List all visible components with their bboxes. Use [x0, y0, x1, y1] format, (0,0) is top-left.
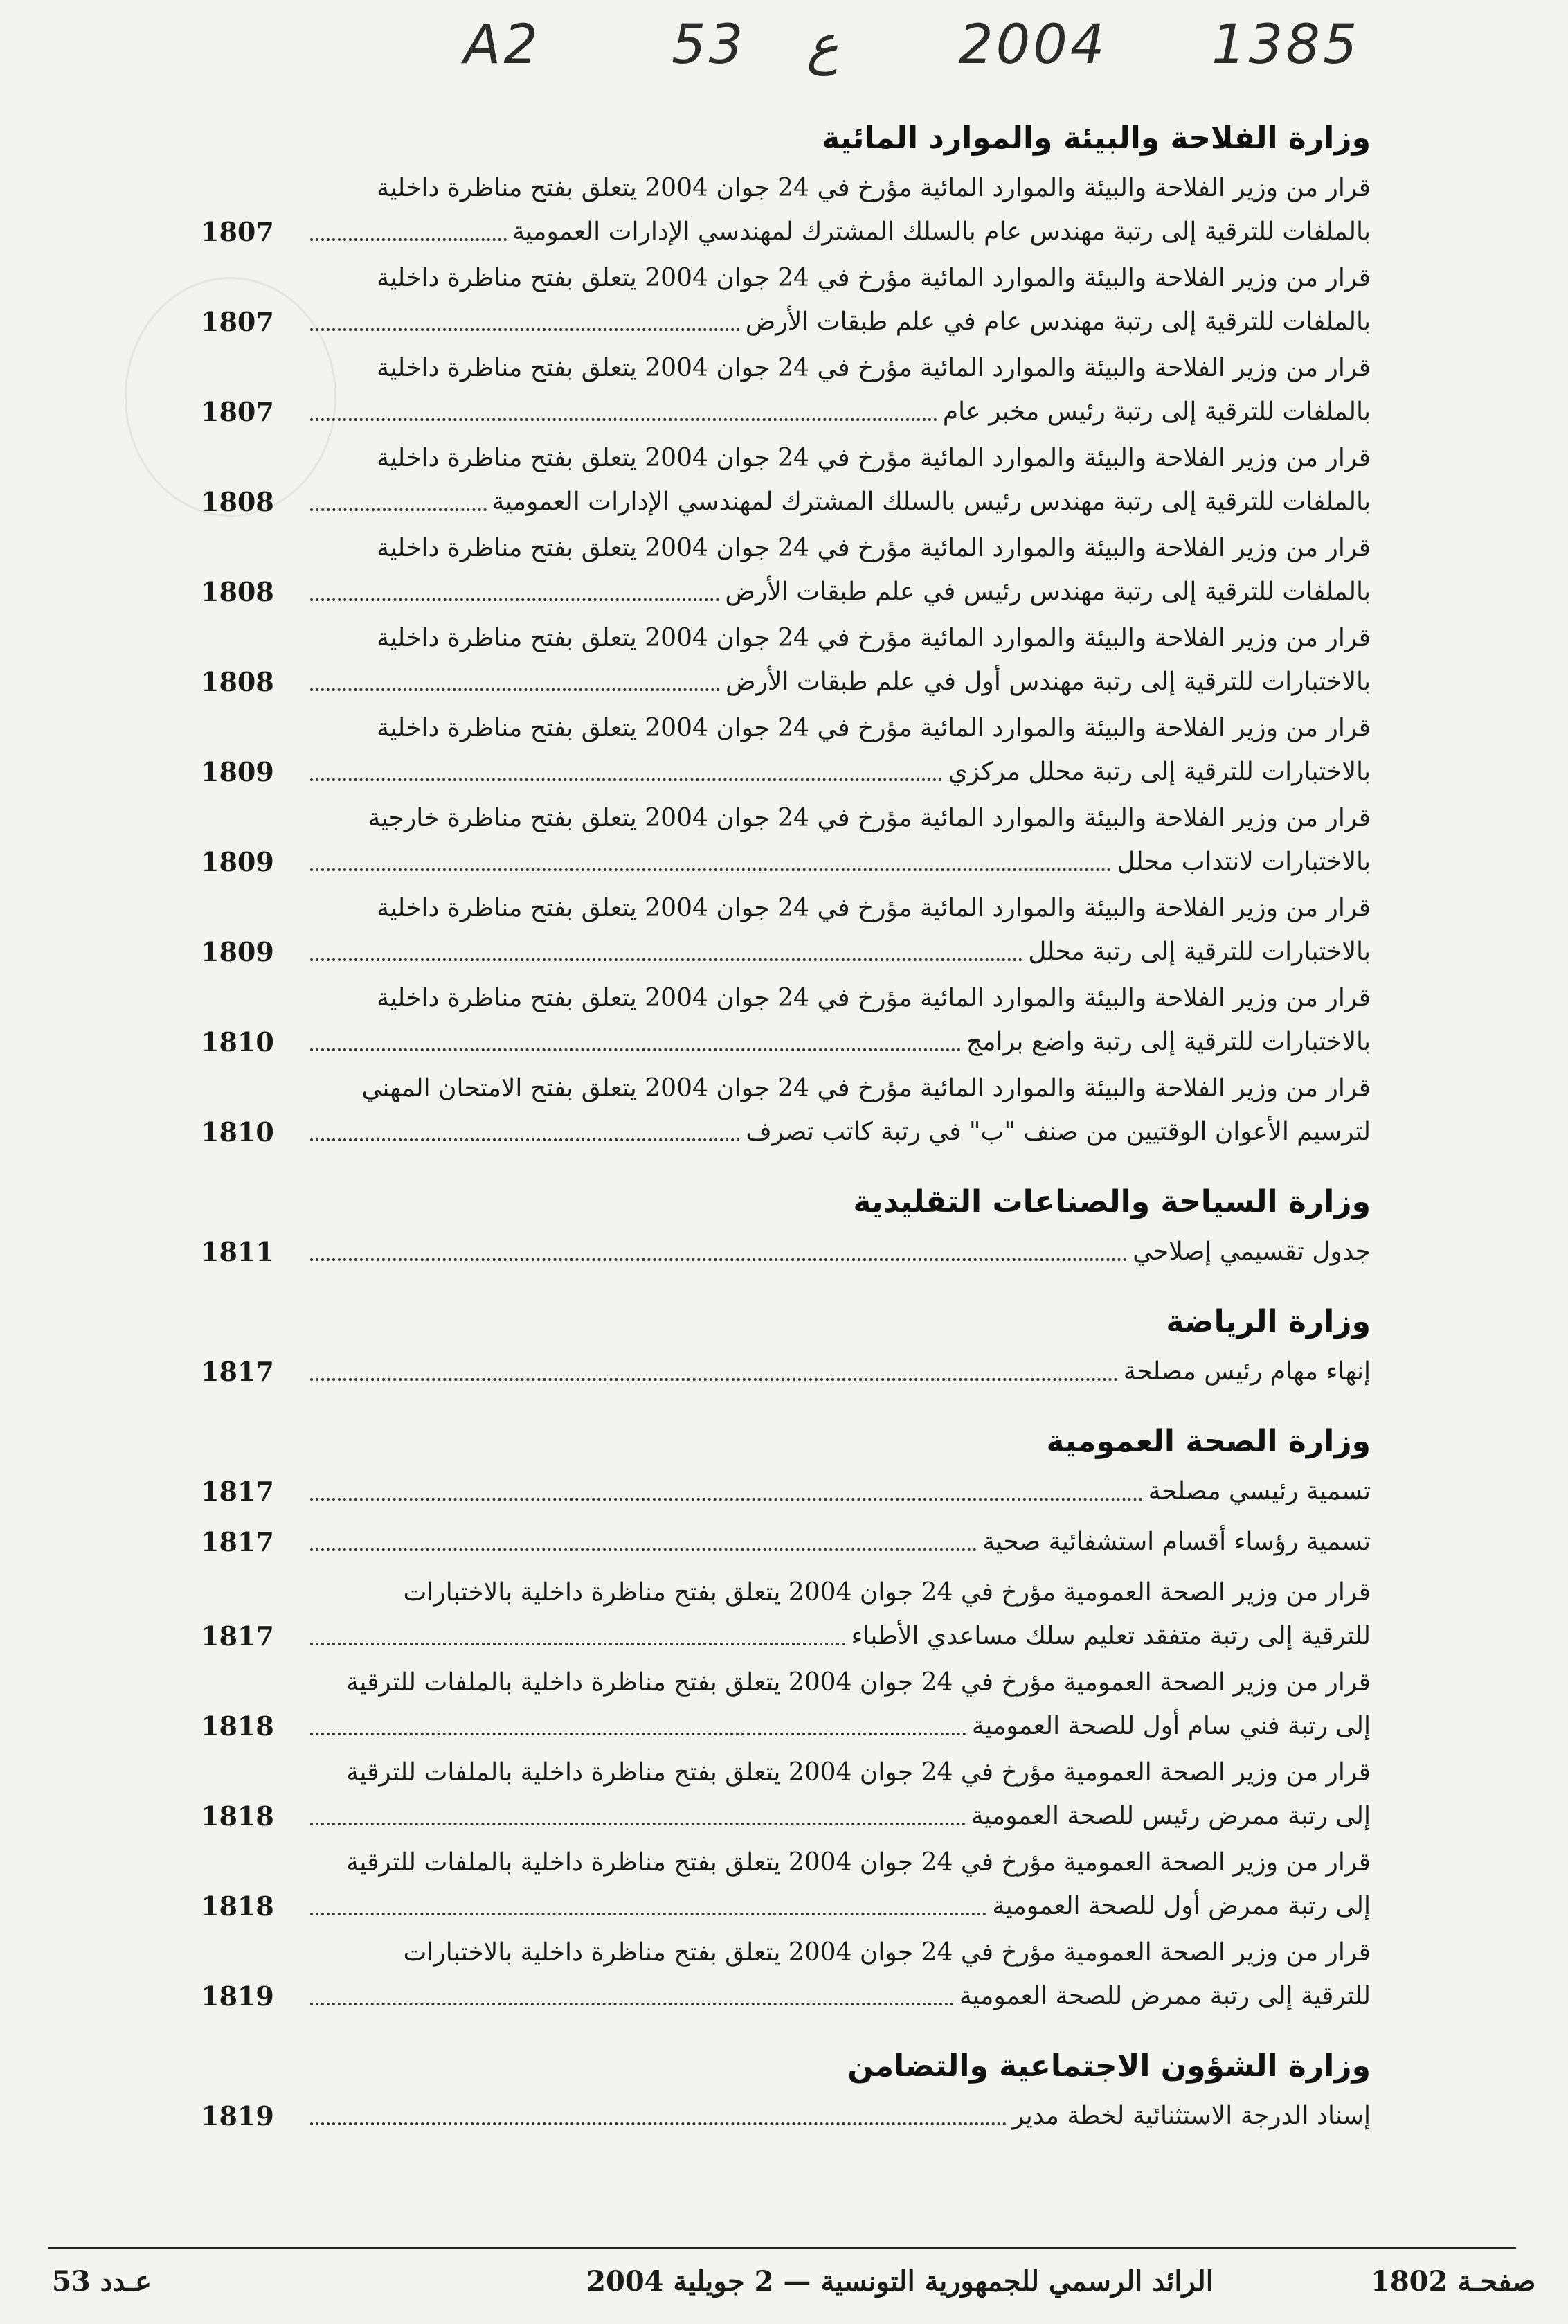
entry-page-number: 1809 [201, 756, 274, 787]
entry-page-number: 1810 [201, 1116, 274, 1147]
entry-page-number: 1817 [201, 1356, 274, 1387]
dot-leader [310, 210, 507, 241]
toc-entry[interactable] [194, 886, 1371, 974]
entry-text-line2: بالملفات للترقية إلى رتبة مهندس عام بالسلك المشترك لمهندسي الإدارات العمومية [512, 217, 1371, 246]
entry-text-line1: قرار من وزير الصحة العمومية مؤرخ في 24 جوان 2004 يتعلق بفتح مناظرة داخلية بالملفات للترقية [346, 1848, 1371, 1877]
entry-page-number: 1807 [201, 306, 274, 337]
table-of-contents [194, 111, 1371, 2145]
toc-entry[interactable] [194, 1571, 1371, 1658]
entry-text-line1: قرار من وزير الفلاحة والبيئة والموارد المائية مؤرخ في 24 جوان 2004 يتعلق بفتح مناظرة داخلية [377, 534, 1371, 562]
entry-text-line2: بالاختبارات للترقية إلى رتبة واضع برامج [966, 1028, 1371, 1056]
toc-entry[interactable] [194, 526, 1371, 614]
entry-page-number: 1808 [201, 576, 274, 607]
dot-leader [310, 840, 1111, 871]
entry-text: تسمية رئيسي مصلحة [1148, 1477, 1371, 1505]
toc-entry[interactable] [194, 346, 1371, 433]
entry-text-line2: إلى رتبة ممرض رئيس للصحة العمومية [971, 1802, 1371, 1830]
entry-text-line2: إلى رتبة فني سام أول للصحة العمومية [971, 1712, 1371, 1740]
section-title-social-affairs: وزارة الشؤون الاجتماعية والتضامن [847, 2048, 1371, 2084]
entry-text-line1: قرار من وزير الفلاحة والبيئة والموارد المائية مؤرخ في 24 جوان 2004 يتعلق بفتح مناظرة داخلية [377, 714, 1371, 742]
entry-page-number: 1817 [201, 1620, 274, 1652]
entry-page-number: 1807 [201, 216, 274, 247]
footer-issue-number: عـدد 53 [52, 2265, 152, 2298]
handwritten-issue-number: 53 [672, 14, 746, 76]
toc-entry[interactable] [194, 436, 1371, 524]
dot-leader [310, 660, 720, 691]
entry-text-line2: بالملفات للترقية إلى رتبة رئيس مخبر عام [942, 397, 1371, 426]
handwritten-letter: ع [806, 14, 839, 76]
section-title-tourism: وزارة السياحة والصناعات التقليدية [853, 1184, 1371, 1219]
dot-leader [310, 1884, 986, 1915]
dot-leader [310, 480, 487, 511]
entry-text-line1: قرار من وزير الفلاحة والبيئة والموارد المائية مؤرخ في 24 جوان 2004 يتعلق بفتح مناظرة داخلية [377, 354, 1371, 382]
entry-text-line1: قرار من وزير الصحة العمومية مؤرخ في 24 جوان 2004 يتعلق بفتح مناظرة داخلية بالاختبارات [403, 1938, 1371, 1967]
entry-page-number: 1819 [201, 2100, 274, 2131]
dot-leader [310, 300, 740, 331]
entry-text-line2: بالاختبارات للترقية إلى رتبة محلل مركزي [948, 758, 1371, 786]
dot-leader [310, 750, 942, 781]
entry-text-line2: بالملفات للترقية إلى رتبة مهندس رئيس بالسلك المشترك لمهندسي الإدارات العمومية [492, 488, 1371, 516]
entry-page-number: 1810 [201, 1026, 274, 1057]
entry-text: جدول تقسيمي إصلاحي [1133, 1237, 1371, 1266]
entry-text-line1: قرار من وزير الصحة العمومية مؤرخ في 24 جوان 2004 يتعلق بفتح مناظرة داخلية بالاختبارات [403, 1578, 1371, 1607]
section-title-sports: وزارة الرياضة [1166, 1304, 1371, 1339]
footer-page-number: صفحـة 1802 [1371, 2265, 1536, 2298]
dot-leader [310, 390, 937, 421]
toc-entry[interactable] [194, 1751, 1371, 1838]
dot-leader [310, 1020, 961, 1051]
toc-entry[interactable] [194, 2094, 1371, 2138]
section-title-public-health: وزارة الصحة العمومية [1046, 1424, 1371, 1459]
entry-page-number: 1808 [201, 486, 274, 517]
entry-text-line2: إلى رتبة ممرض أول للصحة العمومية [992, 1892, 1371, 1920]
entry-text-line1: قرار من وزير الفلاحة والبيئة والموارد المائية مؤرخ في 24 جوان 2004 يتعلق بفتح مناظرة داخلية [377, 174, 1371, 202]
entry-page-number: 1809 [201, 936, 274, 967]
handwritten-year: 2004 [959, 14, 1108, 76]
entry-text-line2: بالملفات للترقية إلى رتبة مهندس عام في علم طبقات الأرض [745, 307, 1371, 336]
entry-text-line1: قرار من وزير الفلاحة والبيئة والموارد المائية مؤرخ في 24 جوان 2004 يتعلق بفتح مناظرة داخلية [377, 624, 1371, 652]
entry-text-line2: بالاختبارات لانتداب محلل [1117, 848, 1371, 876]
toc-entry[interactable] [194, 706, 1371, 794]
dot-leader [310, 1520, 977, 1551]
toc-entry[interactable] [194, 1066, 1371, 1154]
dot-leader [310, 1469, 1143, 1501]
entry-page-number: 1817 [201, 1526, 274, 1557]
entry-text-line2: للترقية إلى رتبة ممرض للصحة العمومية [959, 1982, 1371, 2010]
entry-text-line1: قرار من وزير الصحة العمومية مؤرخ في 24 جوان 2004 يتعلق بفتح مناظرة داخلية بالملفات للترقية [346, 1668, 1371, 1697]
dot-leader [310, 1704, 966, 1735]
entry-page-number: 1819 [201, 1981, 274, 2012]
section-title-agriculture: وزارة الفلاحة والبيئة والموارد المائية [822, 120, 1371, 156]
handwritten-archive-code: A2 [464, 14, 541, 76]
toc-entry[interactable] [194, 976, 1371, 1064]
entry-text-line1: قرار من وزير الفلاحة والبيئة والموارد المائية مؤرخ في 24 جوان 2004 يتعلق بفتح مناظرة داخلية [377, 984, 1371, 1012]
dot-leader [310, 1974, 954, 2005]
entry-page-number: 1818 [201, 1710, 274, 1742]
toc-entry[interactable] [194, 1520, 1371, 1564]
dot-leader [310, 1230, 1127, 1261]
entry-text-line2: لترسيم الأعوان الوقتيين من صنف "ب" في رتبة كاتب تصرف [746, 1118, 1371, 1146]
footer-journal-title: الرائد الرسمي للجمهورية التونسية — 2 جويلية 2004 [586, 2265, 1214, 2298]
entry-page-number: 1808 [201, 666, 274, 697]
toc-entry[interactable] [194, 256, 1371, 343]
dot-leader [310, 1350, 1118, 1381]
handwritten-reference-number: 1385 [1211, 14, 1360, 76]
entry-text-line1: قرار من وزير الفلاحة والبيئة والموارد المائية مؤرخ في 24 جوان 2004 يتعلق بفتح مناظرة داخلية [377, 894, 1371, 922]
entry-text-line2: بالملفات للترقية إلى رتبة مهندس رئيس في علم طبقات الأرض [725, 578, 1371, 606]
entry-text: تسمية رؤساء أقسام استشفائية صحية [982, 1528, 1371, 1556]
toc-entry[interactable] [194, 1841, 1371, 1928]
dot-leader [310, 2094, 1007, 2125]
entry-text-line1: قرار من وزير الصحة العمومية مؤرخ في 24 جوان 2004 يتعلق بفتح مناظرة داخلية بالملفات للترقية [346, 1758, 1371, 1787]
dot-leader [310, 1110, 740, 1141]
footer-rule [48, 2247, 1516, 2249]
dot-leader [310, 1614, 845, 1645]
entry-text-line2: للترقية إلى رتبة متفقد تعليم سلك مساعدي الأطباء [851, 1622, 1371, 1650]
toc-entry[interactable] [194, 1469, 1371, 1513]
entry-text-line2: بالاختبارات للترقية إلى رتبة محلل [1028, 938, 1371, 966]
entry-page-number: 1818 [201, 1800, 274, 1832]
toc-entry[interactable] [194, 616, 1371, 704]
entry-text-line1: قرار من وزير الفلاحة والبيئة والموارد المائية مؤرخ في 24 جوان 2004 يتعلق بفتح مناظرة داخلية [377, 444, 1371, 472]
bleed-through-text [1350, 104, 1558, 1420]
toc-entry[interactable] [194, 1230, 1371, 1273]
entry-text: إسناد الدرجة الاستثنائية لخطة مدير [1011, 2102, 1371, 2130]
entry-page-number: 1818 [201, 1891, 274, 1922]
toc-entry[interactable] [194, 1661, 1371, 1748]
toc-entry[interactable] [194, 1931, 1371, 2018]
dot-leader [310, 570, 719, 601]
entry-text-line1: قرار من وزير الفلاحة والبيئة والموارد المائية مؤرخ في 24 جوان 2004 يتعلق بفتح مناظرة خارجية [368, 804, 1371, 832]
toc-entry[interactable] [194, 796, 1371, 884]
entry-text-line1: قرار من وزير الفلاحة والبيئة والموارد المائية مؤرخ في 24 جوان 2004 يتعلق بفتح مناظرة داخلية [377, 264, 1371, 292]
entry-text-line1: قرار من وزير الفلاحة والبيئة والموارد المائية مؤرخ في 24 جوان 2004 يتعلق بفتح الامتحان المهني [361, 1074, 1371, 1102]
entry-text-line2: بالاختبارات للترقية إلى رتبة مهندس أول في علم طبقات الأرض [726, 668, 1371, 696]
entry-text: إنهاء مهام رئيس مصلحة [1123, 1357, 1371, 1386]
toc-entry[interactable] [194, 166, 1371, 253]
entry-page-number: 1811 [201, 1236, 274, 1267]
toc-entry[interactable] [194, 1350, 1371, 1393]
entry-page-number: 1809 [201, 846, 274, 877]
dot-leader [310, 1794, 966, 1825]
dot-leader [310, 930, 1022, 961]
entry-page-number: 1817 [201, 1476, 274, 1507]
entry-page-number: 1807 [201, 396, 274, 427]
